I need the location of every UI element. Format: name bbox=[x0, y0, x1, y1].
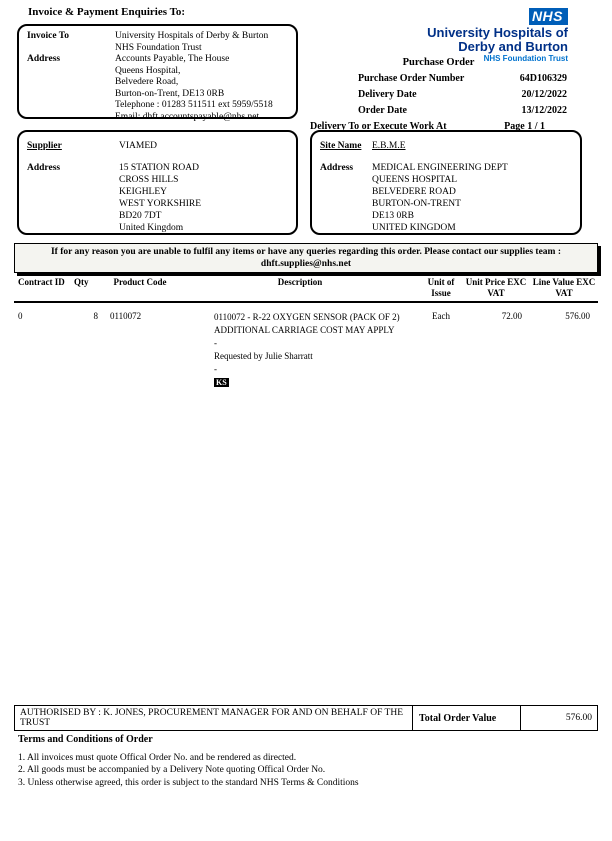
nhs-logo-icon: NHS bbox=[529, 8, 568, 25]
site-address-line: DE13 0RB bbox=[372, 211, 414, 221]
trust-name-line1: University Hospitals of bbox=[427, 25, 568, 40]
site-address-line: UNITED KINGDOM bbox=[372, 223, 456, 233]
invoice-address-line: Burton-on-Trent, DE13 0RB bbox=[115, 88, 225, 99]
delivery-date-value: 20/12/2022 bbox=[521, 89, 567, 100]
header-product-code: Product Code bbox=[113, 277, 167, 287]
site-box bbox=[310, 130, 582, 235]
enquiries-title: Invoice & Payment Enquiries To: bbox=[28, 6, 186, 18]
supplier-address bbox=[119, 162, 288, 234]
terms-item: 1. All invoices must quote Offical Order No. and be rendered as directed. bbox=[18, 752, 297, 763]
supplier-address-line: BD20 7DT bbox=[119, 211, 162, 221]
supplies-notice-banner bbox=[14, 243, 598, 273]
terms-item: 2. All goods must be accompanied by a Delivery Note quoting Offical Order No. bbox=[18, 765, 326, 775]
order-meta bbox=[310, 57, 567, 132]
row-product-code: 0110072 bbox=[110, 311, 142, 321]
header-description: Description bbox=[277, 277, 323, 287]
site-name-label: Site Name bbox=[320, 141, 362, 151]
delivery-date-label: Delivery Date bbox=[358, 89, 417, 100]
po-number-label: Purchase Order Number bbox=[358, 73, 465, 84]
supplier-name: VIAMED bbox=[119, 141, 157, 151]
supplier-box bbox=[17, 130, 298, 235]
total-order-value: 576.00 bbox=[565, 713, 592, 723]
row-contract-id: 0 bbox=[18, 311, 23, 321]
authorisation-bar bbox=[14, 705, 598, 731]
supplier-label: Supplier bbox=[27, 141, 62, 151]
site-address-line: QUEENS HOSPITAL bbox=[372, 175, 458, 185]
nhs-trust-logo bbox=[427, 8, 568, 64]
total-order-value-label: Total Order Value bbox=[413, 706, 521, 730]
delivery-to-label: Delivery To or Execute Work At bbox=[310, 121, 447, 132]
po-number-value: 64D106329 bbox=[519, 73, 567, 84]
invoice-to-label: Invoice To bbox=[27, 31, 69, 41]
header-contract-id: Contract ID bbox=[18, 277, 65, 287]
invoice-to-box bbox=[17, 24, 298, 122]
trust-name-line2: Derby and Burton bbox=[458, 39, 568, 54]
order-date-value: 13/12/2022 bbox=[521, 105, 567, 116]
supplier-address-line: WEST YORKSHIRE bbox=[119, 199, 202, 209]
header-unit-price: Unit Price EXC VAT bbox=[465, 277, 527, 298]
supplier-address-line: KEIGHLEY bbox=[119, 187, 168, 197]
highlighted-note: KS bbox=[216, 378, 227, 387]
site-address-line: BELVEDERE ROAD bbox=[372, 187, 456, 197]
row-line-value: 576.00 bbox=[565, 311, 590, 321]
foundation-trust-label: NHS Foundation Trust bbox=[483, 54, 568, 63]
order-date-label: Order Date bbox=[358, 105, 407, 116]
description-line: - bbox=[214, 364, 217, 374]
row-unit-of-issue: Each bbox=[432, 311, 450, 321]
description-line: 0110072 - R-22 OXYGEN SENSOR (PACK OF 2) bbox=[214, 312, 400, 322]
header-unit-of-issue: Unit of Issue bbox=[427, 277, 455, 298]
invoice-address-line: Accounts Payable, The House bbox=[115, 54, 230, 64]
supplier-address-line: CROSS HILLS bbox=[119, 175, 179, 185]
page-indicator: Page 1 / 1 bbox=[504, 121, 545, 132]
supplier-address-label: Address bbox=[27, 163, 61, 173]
authorised-by-text: AUTHORISED BY : K. JONES, PROCUREMENT MANAGER FOR AND ON BEHALF OF THE TRUST bbox=[15, 706, 413, 730]
items-table-header bbox=[14, 277, 598, 303]
invoice-address bbox=[115, 54, 288, 123]
invoice-address-line: Queens Hospital, bbox=[115, 65, 181, 76]
invoice-address-label: Address bbox=[27, 54, 61, 64]
row-unit-price: 72.00 bbox=[501, 311, 522, 321]
terms-item: 3. Unless otherwise agreed, this order is subject to the standard NHS Terms & Conditions bbox=[18, 777, 359, 788]
site-address bbox=[372, 162, 572, 234]
notice-line1: If for any reason you are unable to fulfil any items or have any queries regarding this order. Please contact our supplies team : bbox=[50, 247, 561, 257]
row-qty: 8 bbox=[93, 311, 98, 321]
invoice-to-value: University Hospitals of Derby & Burton NHS Foundation Trust bbox=[115, 31, 269, 53]
site-name-value: E.B.M.E bbox=[372, 141, 406, 151]
invoice-address-line: Telephone : 01283 511511 ext 5959/5518 bbox=[115, 100, 273, 110]
supplier-address-line: United Kingdom bbox=[119, 223, 184, 233]
items-table bbox=[14, 277, 598, 389]
row-description bbox=[180, 311, 420, 389]
terms-section bbox=[18, 734, 359, 789]
description-line: - bbox=[214, 338, 217, 348]
site-address-line: MEDICAL ENGINEERING DEPT bbox=[372, 163, 508, 173]
invoice-address-line: Email: dhft.accountspayable@nhs.net bbox=[115, 111, 260, 122]
description-line: Requested by Julie Sharratt bbox=[214, 351, 313, 361]
invoice-address-line: Belvedere Road, bbox=[115, 77, 179, 87]
site-address-label: Address bbox=[320, 163, 354, 173]
notice-email: dhft.supplies@nhs.net bbox=[260, 259, 352, 269]
header-line-value: Line Value EXC VAT bbox=[532, 277, 596, 298]
site-address-line: BURTON-ON-TRENT bbox=[372, 199, 461, 209]
description-line: ADDITIONAL CARRIAGE COST MAY APPLY bbox=[214, 325, 395, 335]
header-qty: Qty bbox=[74, 277, 89, 287]
terms-title: Terms and Conditions of Order bbox=[18, 734, 153, 745]
table-row bbox=[14, 303, 598, 389]
purchase-order-title: Purchase Order bbox=[402, 57, 475, 68]
supplier-address-line: 15 STATION ROAD bbox=[119, 163, 199, 173]
